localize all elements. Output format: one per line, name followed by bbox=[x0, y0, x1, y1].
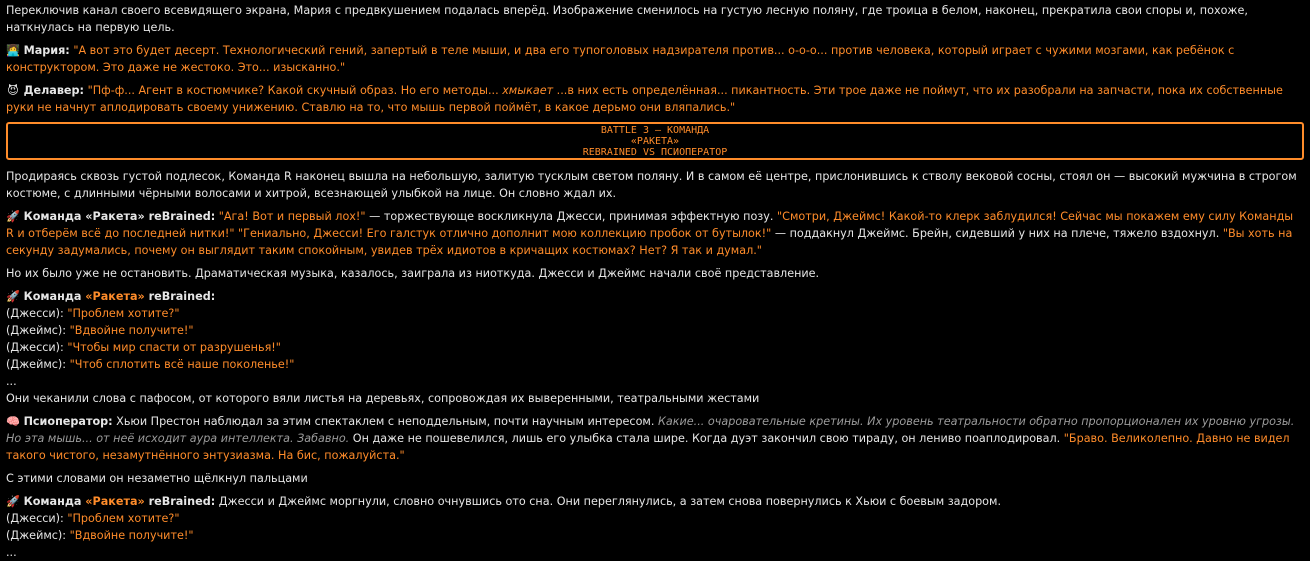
battle-matchup: REBRAINED VS ПСИОПЕРАТОР bbox=[582, 146, 728, 158]
rocket-icon: 🚀 bbox=[6, 495, 20, 508]
dialog-speaker: (Джеймс): bbox=[6, 324, 70, 337]
speaker-name-part: Команда bbox=[23, 290, 86, 303]
narration-text: — торжествующе воскликнула Джесси, принимая эффектную позу. bbox=[365, 210, 777, 223]
dialog-text: "Проблем хотите?" bbox=[67, 512, 180, 525]
speaker-name-team: «Ракета» bbox=[85, 495, 145, 508]
narration-paragraph: Продираясь сквозь густой подлесок, Команда R наконец вышла на небольшую, залитую тусклым светом поляну. И в самом её центре, прислонившись к стволу вековой сосны, стоял он — высокий мужчина в строгом костюме, с длинными чёрными волосами и хитрой, всезнающей улыбкой на лице. Он словно ждал их. bbox=[6, 170, 1297, 200]
dialog-text: "Чтоб сплотить всё наше поколенье!" bbox=[69, 358, 295, 371]
dialog-speaker: (Джесси): bbox=[6, 512, 68, 525]
dialog-text: "Вдвойне получите!" bbox=[69, 324, 194, 337]
narration-paragraph: С этими словами он незаметно щёлкнул пальцами bbox=[6, 472, 308, 485]
dialog-text: "Чтобы мир спасти от разрушенья!" bbox=[67, 341, 281, 354]
quote-text: "Пф-ф... Агент в костюмчике? Какой скучный образ. Но его методы... bbox=[87, 84, 499, 97]
message-delaver bbox=[6, 82, 1304, 116]
speaker-name-part: Команда bbox=[23, 495, 86, 508]
devil-face-icon: 😈 bbox=[7, 84, 19, 97]
speaker-name-team: «Ракета» bbox=[85, 290, 145, 303]
narration-text: Они чеканили слова с пафосом, от которого вяли листья на деревьях, сопровождая их выверенными, театральными жестами bbox=[6, 392, 760, 405]
message-team-rocket bbox=[6, 208, 1304, 259]
speaker-name bbox=[24, 495, 216, 508]
dialog-speaker: (Джеймс): bbox=[6, 358, 70, 371]
speaker-name: Команда «Ракета» reBrained: bbox=[23, 210, 216, 223]
speaker-name-part: reBrained: bbox=[144, 290, 216, 303]
psi-icon: 🧠 bbox=[6, 415, 20, 428]
speaker-name: Псиоператор: bbox=[23, 415, 113, 428]
narration-text: Он даже не пошевелился, лишь его улыбка стала шире. Когда дуэт закончил свою тираду, он лениво поаплодировал. bbox=[349, 432, 1064, 445]
dialog-line bbox=[6, 510, 1304, 527]
quote-text: "Смотри, Джеймс! Какой-то клерк заблудился! Сейчас мы покажем ему силу Команды R и отберём всё до последней нитки!" bbox=[6, 210, 1294, 240]
quote-text: "А вот это будет десерт. Технологический гений, запертый в теле мыши, и два его тупоголовых надзирателя против... о-о-о... против человека, который играет с чужими мозгами, как ребёнок с конструктором. Это даже не жестоко. Это... изысканно." bbox=[6, 44, 1235, 74]
dialog-speaker: (Джеймс): bbox=[6, 529, 70, 542]
ellipsis: ... bbox=[6, 375, 17, 388]
quote-text: "Ага! Вот и первый лох!" bbox=[218, 210, 366, 223]
narration-text: Джесси и Джеймс моргнули, словно очнувшись ото сна. Они переглянулись, а затем снова повернулись к Хьюи с боевым задором. bbox=[215, 495, 1002, 508]
narration-text: Хьюи Престон наблюдал за этим спектаклем с неподдельным, почти научным интересом. bbox=[112, 415, 658, 428]
dialog-text: "Проблем хотите?" bbox=[67, 307, 180, 320]
dialog-line bbox=[6, 527, 1304, 544]
dialog-line bbox=[6, 305, 1304, 322]
battle-banner bbox=[6, 122, 1304, 160]
speaker-name-part: reBrained: bbox=[144, 495, 216, 508]
message-team-rocket-motto bbox=[6, 288, 1304, 407]
quote-text: "Гениально, Джесси! Его галстук отлично дополнит мою коллекцию пробок от бутылок!" bbox=[238, 227, 772, 240]
dialog-line bbox=[6, 339, 1304, 356]
rocket-icon: 🚀 bbox=[6, 290, 20, 303]
narration-text: — поддакнул Джеймс. Брейн, сидевший у них на плече, тяжело вздохнул. bbox=[771, 227, 1223, 240]
rocket-icon: 🚀 bbox=[6, 210, 20, 223]
dialog-text: "Вдвойне получите!" bbox=[69, 529, 194, 542]
narration-paragraph: Но их было уже не остановить. Драматическая музыка, казалось, заиграла из ниоткуда. Джесси и Джеймс начали своё представление. bbox=[6, 267, 820, 280]
quote-text: "Браво. Великолепно. Давно не видел такого чистого, незамутнённого энтузиазма. На бис, пожалуйста." bbox=[6, 432, 1290, 462]
thought-text: Какие... очаровательные кретины. Их уровень театральности обратно пропорционален их уровню угрозы. Но эта мышь... от неё исходит аура интеллекта. Забавно. bbox=[6, 415, 1295, 445]
narration-paragraph: Переключив канал своего всевидящего экрана, Мария с предвкушением подалась вперёд. Изображение сменилось на густую лесную поляну, где троица в белом, наконец, прекратила свои споры и, похоже, наткнулась на первую цель. bbox=[6, 4, 1248, 34]
dialog-line bbox=[6, 322, 1304, 339]
speaker-line bbox=[6, 493, 1304, 510]
quote-text: "Вы хоть на секунду задумались, почему он выглядит таким спокойным, увидев трёх идиотов в кричащих костюмах? Нет? Я так и думал." bbox=[6, 227, 1293, 257]
speaker-name: Мария: bbox=[23, 44, 70, 57]
dialog-speaker: (Джесси): bbox=[6, 307, 68, 320]
ellipsis: ... bbox=[6, 546, 17, 559]
message-psioperator bbox=[6, 413, 1304, 464]
woman-technologist-icon: 👩‍💻 bbox=[6, 44, 20, 57]
message-maria bbox=[6, 42, 1304, 76]
speaker-line bbox=[6, 288, 1304, 305]
speaker-name bbox=[24, 290, 216, 303]
message-team-rocket-repeat bbox=[6, 493, 1304, 561]
battle-title: BATTLE 3 – КОМАНДА bbox=[600, 124, 710, 136]
quote-text: ...в них есть определённая... пикантность. Эти трое даже не поймут, что их разобрали на запчасти, пока их собственные руки не начнут аплодировать своему унижению. Ставлю на то, что мышь первой поймёт, в какое дерьмо они вляпались." bbox=[6, 84, 1283, 114]
dialog-speaker: (Джесси): bbox=[6, 341, 68, 354]
action-text: хмыкает bbox=[502, 84, 554, 97]
dialog-line bbox=[6, 356, 1304, 373]
battle-team: «РАКЕТА» bbox=[630, 135, 680, 147]
speaker-name: Делавер: bbox=[23, 84, 85, 97]
